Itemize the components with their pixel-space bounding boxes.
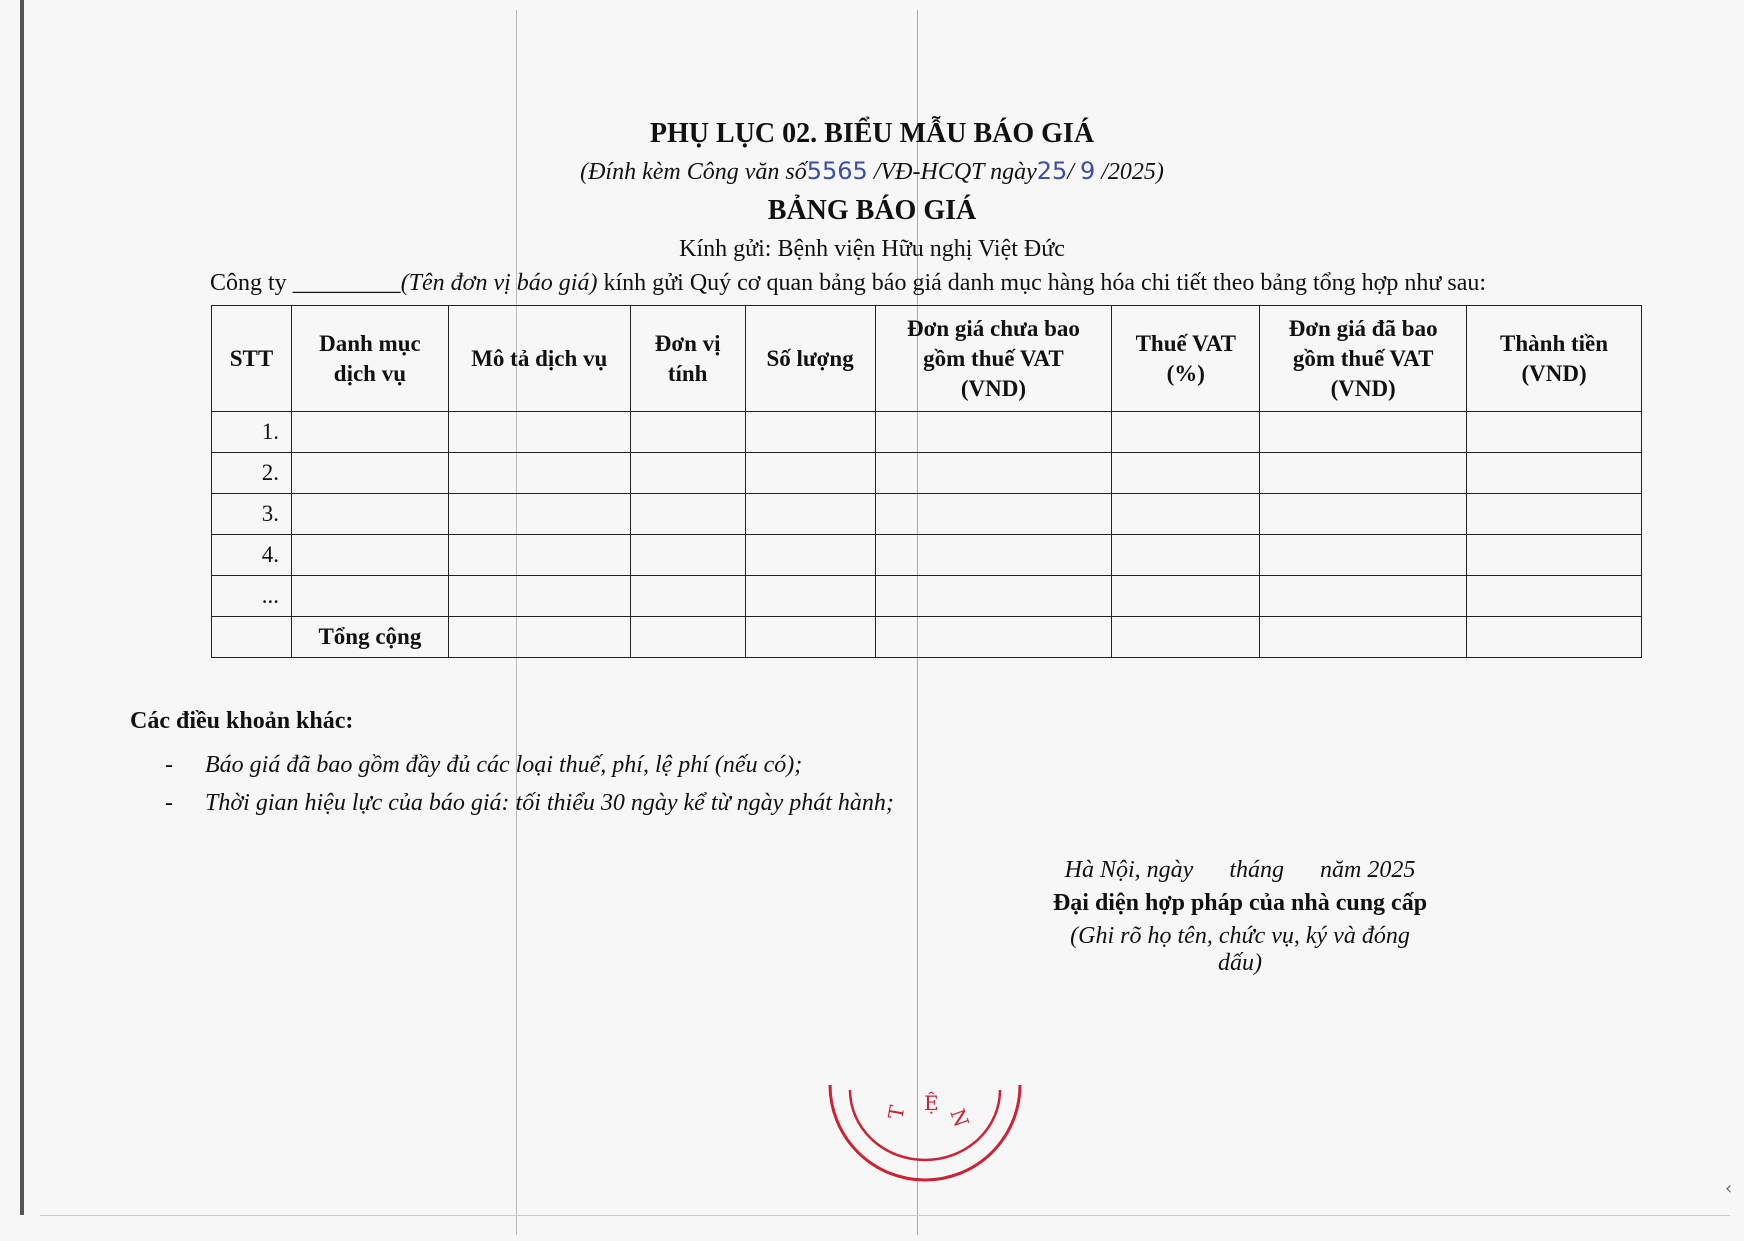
- cell-description[interactable]: [448, 576, 630, 617]
- cell-unit[interactable]: [630, 494, 745, 535]
- cell-amount[interactable]: [1467, 412, 1642, 453]
- cell-unit[interactable]: [630, 576, 745, 617]
- quote-heading: BẢNG BÁO GIÁ: [767, 195, 977, 226]
- intro-lead: Công ty _________: [210, 270, 401, 296]
- cell-quantity[interactable]: [745, 453, 875, 494]
- intro-rest: kính gửi Quý cơ quan bảng báo giá danh mục hàng hóa chi tiết theo bảng tổng hợp như sau:: [597, 270, 1487, 296]
- cell-vat[interactable]: [1112, 412, 1260, 453]
- cell-total-amount[interactable]: [1467, 617, 1642, 658]
- cell-price-excl-vat[interactable]: [875, 535, 1112, 576]
- signature-note: (Ghi rõ họ tên, chức vụ, ký và đóng dấu): [1070, 923, 1410, 976]
- table-row: [212, 453, 1642, 494]
- cell-amount[interactable]: [1467, 576, 1642, 617]
- cell-unit[interactable]: [630, 617, 745, 658]
- cell-unit[interactable]: [630, 535, 745, 576]
- cell-amount[interactable]: [1467, 494, 1642, 535]
- header-unit: Đơn vị tính: [630, 306, 745, 412]
- bullet-dash: -: [165, 752, 173, 778]
- header-price-incl-vat: Đơn giá đã bao gồm thuế VAT (VND): [1260, 306, 1467, 412]
- cell-price-excl-vat[interactable]: [875, 494, 1112, 535]
- cell-price-incl-vat[interactable]: [1260, 617, 1467, 658]
- intro-paragraph: [210, 270, 1486, 297]
- cell-vat[interactable]: [1112, 535, 1260, 576]
- cell-category[interactable]: [291, 494, 448, 535]
- table-row: [212, 494, 1642, 535]
- cell-category[interactable]: [291, 576, 448, 617]
- cell-vat[interactable]: [1112, 617, 1260, 658]
- subtitle-prefix: (Đính kèm Công văn số: [580, 159, 807, 185]
- cell-category[interactable]: [291, 453, 448, 494]
- cell-description[interactable]: [448, 412, 630, 453]
- cell-quantity[interactable]: [745, 535, 875, 576]
- header-vat: Thuế VAT (%): [1112, 306, 1260, 412]
- document-subtitle: [0, 157, 1744, 186]
- subtitle-sep: /: [1067, 159, 1074, 185]
- table-header-row: [212, 306, 1642, 412]
- subtitle-suffix: /2025): [1101, 159, 1164, 185]
- terms-heading: Các điều khoản khác:: [130, 708, 354, 734]
- cell-quantity[interactable]: [745, 412, 875, 453]
- cell-vat[interactable]: [1112, 576, 1260, 617]
- red-seal-stamp: [820, 1080, 1030, 1200]
- row-stt: 3.: [212, 494, 292, 535]
- cell-description[interactable]: [448, 453, 630, 494]
- total-stt-cell: [212, 617, 292, 658]
- table-row: [212, 535, 1642, 576]
- cell-price-excl-vat[interactable]: [875, 576, 1112, 617]
- cell-amount[interactable]: [1467, 535, 1642, 576]
- stamp-letter-n: N: [945, 1105, 974, 1131]
- stamp-letter-t: T: [883, 1103, 910, 1121]
- document-title: PHỤ LỤC 02. BIỂU MẪU BÁO GIÁ: [649, 118, 1095, 149]
- cell-quantity[interactable]: [745, 617, 875, 658]
- cell-price-excl-vat[interactable]: [875, 617, 1112, 658]
- stamp-letter-e: Ệ: [924, 1091, 939, 1115]
- header-stt: STT: [212, 306, 292, 412]
- cell-quantity[interactable]: [745, 576, 875, 617]
- row-stt: ...: [212, 576, 292, 617]
- header-price-excl-vat: Đơn giá chưa bao gồm thuế VAT (VND): [875, 306, 1112, 412]
- signature-representative: Đại diện hợp pháp của nhà cung cấp: [1052, 890, 1428, 916]
- cell-amount[interactable]: [1467, 453, 1642, 494]
- subtitle-middle: /VĐ-HCQT ngày: [873, 159, 1037, 185]
- cell-category[interactable]: [291, 412, 448, 453]
- term-text: Thời gian hiệu lực của báo giá: tối thiểu 30 ngày kể từ ngày phát hành;: [205, 790, 894, 816]
- list-item: [165, 784, 894, 822]
- addressee-line: Kính gửi: Bệnh viện Hữu nghị Việt Đức: [679, 236, 1065, 262]
- list-item: [165, 746, 894, 784]
- table-row: [212, 412, 1642, 453]
- cell-price-incl-vat[interactable]: [1260, 453, 1467, 494]
- row-stt: 1.: [212, 412, 292, 453]
- cell-category[interactable]: [291, 535, 448, 576]
- intro-placeholder: (Tên đơn vị báo giá): [400, 270, 598, 296]
- cell-description[interactable]: [448, 535, 630, 576]
- cell-quantity[interactable]: [745, 494, 875, 535]
- header-description: Mô tả dịch vụ: [448, 306, 630, 412]
- header-quantity: Số lượng: [745, 306, 875, 412]
- cell-price-incl-vat[interactable]: [1260, 494, 1467, 535]
- cell-unit[interactable]: [630, 453, 745, 494]
- header-amount: Thành tiền (VND): [1467, 306, 1642, 412]
- cell-price-incl-vat[interactable]: [1260, 576, 1467, 617]
- term-text: Báo giá đã bao gồm đầy đủ các loại thuế, phí, lệ phí (nếu có);: [205, 752, 803, 778]
- table-total-row: [212, 617, 1642, 658]
- bullet-dash: -: [165, 790, 173, 816]
- cell-price-incl-vat[interactable]: [1260, 412, 1467, 453]
- terms-list: [165, 746, 894, 822]
- total-label: Tổng cộng: [291, 617, 448, 658]
- cell-price-excl-vat[interactable]: [875, 453, 1112, 494]
- cell-price-incl-vat[interactable]: [1260, 535, 1467, 576]
- cell-vat[interactable]: [1112, 453, 1260, 494]
- scan-mark-icon: ‹: [1725, 1178, 1733, 1199]
- handwritten-day: 25: [1036, 157, 1068, 185]
- table-row: [212, 576, 1642, 617]
- cell-unit[interactable]: [630, 412, 745, 453]
- cell-description[interactable]: [448, 617, 630, 658]
- fold-line-bottom: [40, 1215, 1730, 1216]
- cell-vat[interactable]: [1112, 494, 1260, 535]
- quote-table: [211, 305, 1642, 658]
- row-stt: 4.: [212, 535, 292, 576]
- handwritten-month: 9: [1079, 157, 1096, 185]
- row-stt: 2.: [212, 453, 292, 494]
- handwritten-doc-number: 5565: [806, 157, 868, 185]
- signature-date-line: Hà Nội, ngày tháng năm 2025: [1064, 857, 1416, 883]
- cell-price-excl-vat[interactable]: [875, 412, 1112, 453]
- header-category: Danh mục dịch vụ: [291, 306, 448, 412]
- cell-description[interactable]: [448, 494, 630, 535]
